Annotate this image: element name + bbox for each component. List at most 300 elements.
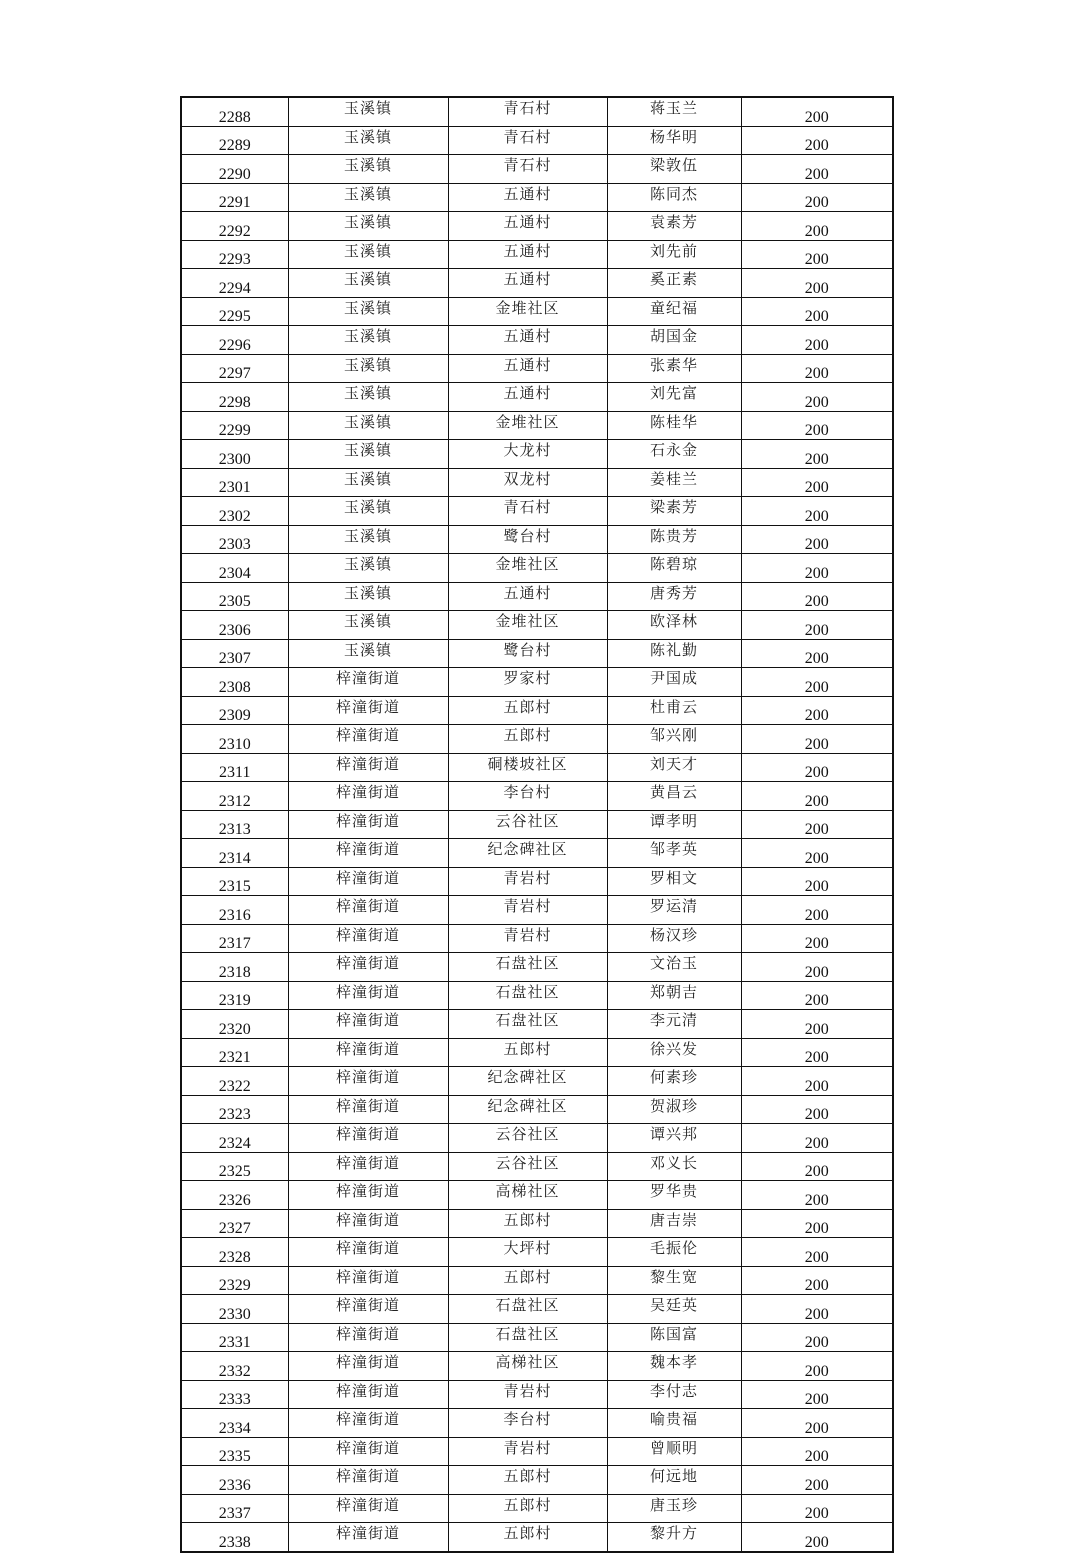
person-name-cell: 文治玉 — [607, 953, 741, 982]
village-cell: 李台村 — [448, 1409, 607, 1438]
row-number-cell: 2291 — [181, 183, 288, 212]
table-row — [181, 1380, 893, 1409]
person-name-cell: 罗华贵 — [607, 1181, 741, 1210]
town-cell: 玉溪镇 — [288, 383, 448, 412]
town-cell: 梓潼街道 — [288, 896, 448, 925]
amount-cell: 200 — [741, 525, 893, 554]
row-number-cell: 2288 — [181, 97, 288, 126]
person-name-cell: 魏本孝 — [607, 1352, 741, 1381]
town-cell: 梓潼街道 — [288, 725, 448, 754]
village-cell: 金堆社区 — [448, 554, 607, 583]
table-row — [181, 525, 893, 554]
amount-cell: 200 — [741, 97, 893, 126]
row-number-cell: 2303 — [181, 525, 288, 554]
village-cell: 五通村 — [448, 269, 607, 298]
town-cell: 梓潼街道 — [288, 839, 448, 868]
amount-cell: 200 — [741, 1209, 893, 1238]
person-name-cell: 姜桂兰 — [607, 468, 741, 497]
row-number-cell: 2323 — [181, 1095, 288, 1124]
amount-cell: 200 — [741, 725, 893, 754]
table-row — [181, 1067, 893, 1096]
row-number-cell: 2295 — [181, 297, 288, 326]
amount-cell: 200 — [741, 896, 893, 925]
village-cell: 青石村 — [448, 126, 607, 155]
village-cell: 五郎村 — [448, 725, 607, 754]
village-cell: 青岩村 — [448, 896, 607, 925]
amount-cell: 200 — [741, 383, 893, 412]
town-cell: 玉溪镇 — [288, 183, 448, 212]
amount-cell: 200 — [741, 440, 893, 469]
person-name-cell: 杨华明 — [607, 126, 741, 155]
table-row — [181, 1523, 893, 1552]
amount-cell: 200 — [741, 1238, 893, 1267]
amount-cell: 200 — [741, 1380, 893, 1409]
table-row — [181, 1266, 893, 1295]
row-number-cell: 2327 — [181, 1209, 288, 1238]
village-cell: 五郎村 — [448, 696, 607, 725]
amount-cell: 200 — [741, 1124, 893, 1153]
person-name-cell: 喻贵福 — [607, 1409, 741, 1438]
person-name-cell: 黎生宽 — [607, 1266, 741, 1295]
town-cell: 玉溪镇 — [288, 468, 448, 497]
village-cell: 青岩村 — [448, 1380, 607, 1409]
row-number-cell: 2325 — [181, 1152, 288, 1181]
village-cell: 石盘社区 — [448, 981, 607, 1010]
table-row — [181, 1124, 893, 1153]
row-number-cell: 2321 — [181, 1038, 288, 1067]
row-number-cell: 2326 — [181, 1181, 288, 1210]
village-cell: 五郎村 — [448, 1266, 607, 1295]
town-cell: 梓潼街道 — [288, 1380, 448, 1409]
town-cell: 梓潼街道 — [288, 1352, 448, 1381]
town-cell: 梓潼街道 — [288, 1067, 448, 1096]
amount-cell: 200 — [741, 1323, 893, 1352]
amount-cell: 200 — [741, 668, 893, 697]
amount-cell: 200 — [741, 981, 893, 1010]
village-cell: 五通村 — [448, 212, 607, 241]
table-row — [181, 440, 893, 469]
table-row — [181, 810, 893, 839]
town-cell: 梓潼街道 — [288, 1152, 448, 1181]
roster-table-body — [181, 97, 893, 1552]
person-name-cell: 罗运清 — [607, 896, 741, 925]
village-cell: 五通村 — [448, 582, 607, 611]
table-row — [181, 354, 893, 383]
person-name-cell: 李元清 — [607, 1010, 741, 1039]
person-name-cell: 李付志 — [607, 1380, 741, 1409]
amount-cell: 200 — [741, 354, 893, 383]
amount-cell: 200 — [741, 1523, 893, 1552]
village-cell: 纪念碑社区 — [448, 1095, 607, 1124]
table-row — [181, 212, 893, 241]
town-cell: 梓潼街道 — [288, 1010, 448, 1039]
town-cell: 梓潼街道 — [288, 867, 448, 896]
village-cell: 鹭台村 — [448, 525, 607, 554]
row-number-cell: 2333 — [181, 1380, 288, 1409]
town-cell: 梓潼街道 — [288, 981, 448, 1010]
town-cell: 玉溪镇 — [288, 582, 448, 611]
row-number-cell: 2302 — [181, 497, 288, 526]
row-number-cell: 2322 — [181, 1067, 288, 1096]
person-name-cell: 谭孝明 — [607, 810, 741, 839]
amount-cell: 200 — [741, 1437, 893, 1466]
amount-cell: 200 — [741, 554, 893, 583]
table-row — [181, 611, 893, 640]
village-cell: 石盘社区 — [448, 1323, 607, 1352]
town-cell: 梓潼街道 — [288, 1181, 448, 1210]
town-cell: 玉溪镇 — [288, 354, 448, 383]
table-row — [181, 1181, 893, 1210]
table-row — [181, 981, 893, 1010]
person-name-cell: 梁素芳 — [607, 497, 741, 526]
amount-cell: 200 — [741, 1067, 893, 1096]
person-name-cell: 陈同杰 — [607, 183, 741, 212]
row-number-cell: 2309 — [181, 696, 288, 725]
row-number-cell: 2338 — [181, 1523, 288, 1552]
person-name-cell: 唐吉崇 — [607, 1209, 741, 1238]
village-cell: 鹭台村 — [448, 639, 607, 668]
village-cell: 青石村 — [448, 497, 607, 526]
village-cell: 石盘社区 — [448, 1010, 607, 1039]
row-number-cell: 2310 — [181, 725, 288, 754]
person-name-cell: 罗相文 — [607, 867, 741, 896]
row-number-cell: 2320 — [181, 1010, 288, 1039]
amount-cell: 200 — [741, 582, 893, 611]
row-number-cell: 2337 — [181, 1494, 288, 1523]
town-cell: 梓潼街道 — [288, 1209, 448, 1238]
town-cell: 玉溪镇 — [288, 269, 448, 298]
town-cell: 梓潼街道 — [288, 782, 448, 811]
table-row — [181, 725, 893, 754]
table-row — [181, 554, 893, 583]
village-cell: 高梯社区 — [448, 1352, 607, 1381]
person-name-cell: 唐秀芳 — [607, 582, 741, 611]
row-number-cell: 2296 — [181, 326, 288, 355]
person-name-cell: 郑朝吉 — [607, 981, 741, 1010]
table-row — [181, 896, 893, 925]
town-cell: 梓潼街道 — [288, 696, 448, 725]
town-cell: 玉溪镇 — [288, 326, 448, 355]
village-cell: 青岩村 — [448, 867, 607, 896]
row-number-cell: 2336 — [181, 1466, 288, 1495]
person-name-cell: 童纪福 — [607, 297, 741, 326]
table-row — [181, 326, 893, 355]
village-cell: 硐楼坡社区 — [448, 753, 607, 782]
row-number-cell: 2305 — [181, 582, 288, 611]
table-row — [181, 1209, 893, 1238]
amount-cell: 200 — [741, 924, 893, 953]
person-name-cell: 石永金 — [607, 440, 741, 469]
amount-cell: 200 — [741, 1466, 893, 1495]
town-cell: 玉溪镇 — [288, 497, 448, 526]
amount-cell: 200 — [741, 639, 893, 668]
row-number-cell: 2315 — [181, 867, 288, 896]
row-number-cell: 2318 — [181, 953, 288, 982]
row-number-cell: 2292 — [181, 212, 288, 241]
town-cell: 梓潼街道 — [288, 1523, 448, 1552]
amount-cell: 200 — [741, 1010, 893, 1039]
person-name-cell: 何素珍 — [607, 1067, 741, 1096]
amount-cell: 200 — [741, 155, 893, 184]
amount-cell: 200 — [741, 183, 893, 212]
amount-cell: 200 — [741, 212, 893, 241]
amount-cell: 200 — [741, 867, 893, 896]
row-number-cell: 2300 — [181, 440, 288, 469]
table-row — [181, 1466, 893, 1495]
row-number-cell: 2308 — [181, 668, 288, 697]
amount-cell: 200 — [741, 839, 893, 868]
table-row — [181, 1295, 893, 1324]
village-cell: 石盘社区 — [448, 953, 607, 982]
village-cell: 青岩村 — [448, 924, 607, 953]
village-cell: 高梯社区 — [448, 1181, 607, 1210]
row-number-cell: 2307 — [181, 639, 288, 668]
amount-cell: 200 — [741, 468, 893, 497]
village-cell: 纪念碑社区 — [448, 1067, 607, 1096]
table-row — [181, 497, 893, 526]
table-row — [181, 867, 893, 896]
table-row — [181, 753, 893, 782]
town-cell: 梓潼街道 — [288, 1038, 448, 1067]
row-number-cell: 2314 — [181, 839, 288, 868]
town-cell: 梓潼街道 — [288, 1437, 448, 1466]
town-cell: 玉溪镇 — [288, 639, 448, 668]
person-name-cell: 吴廷英 — [607, 1295, 741, 1324]
village-cell: 青岩村 — [448, 1437, 607, 1466]
table-row — [181, 411, 893, 440]
person-name-cell: 邹孝英 — [607, 839, 741, 868]
person-name-cell: 张素华 — [607, 354, 741, 383]
row-number-cell: 2299 — [181, 411, 288, 440]
table-row — [181, 383, 893, 412]
table-row — [181, 1095, 893, 1124]
table-row — [181, 696, 893, 725]
person-name-cell: 蒋玉兰 — [607, 97, 741, 126]
town-cell: 梓潼街道 — [288, 1295, 448, 1324]
person-name-cell: 贺淑珍 — [607, 1095, 741, 1124]
row-number-cell: 2301 — [181, 468, 288, 497]
village-cell: 五通村 — [448, 183, 607, 212]
table-row — [181, 468, 893, 497]
town-cell: 梓潼街道 — [288, 1095, 448, 1124]
town-cell: 玉溪镇 — [288, 297, 448, 326]
town-cell: 玉溪镇 — [288, 155, 448, 184]
village-cell: 五通村 — [448, 383, 607, 412]
person-name-cell: 陈碧琼 — [607, 554, 741, 583]
town-cell: 玉溪镇 — [288, 126, 448, 155]
amount-cell: 200 — [741, 269, 893, 298]
roster-table — [180, 96, 894, 1553]
amount-cell: 200 — [741, 1494, 893, 1523]
table-row — [181, 953, 893, 982]
row-number-cell: 2328 — [181, 1238, 288, 1267]
person-name-cell: 奚正素 — [607, 269, 741, 298]
amount-cell: 200 — [741, 696, 893, 725]
row-number-cell: 2298 — [181, 383, 288, 412]
village-cell: 五郎村 — [448, 1038, 607, 1067]
town-cell: 梓潼街道 — [288, 1494, 448, 1523]
village-cell: 大坪村 — [448, 1238, 607, 1267]
person-name-cell: 陈桂华 — [607, 411, 741, 440]
person-name-cell: 陈贵芳 — [607, 525, 741, 554]
village-cell: 罗家村 — [448, 668, 607, 697]
table-row — [181, 1437, 893, 1466]
person-name-cell: 刘先前 — [607, 240, 741, 269]
person-name-cell: 谭兴邦 — [607, 1124, 741, 1153]
person-name-cell: 陈国富 — [607, 1323, 741, 1352]
town-cell: 梓潼街道 — [288, 1466, 448, 1495]
table-row — [181, 924, 893, 953]
town-cell: 梓潼街道 — [288, 1323, 448, 1352]
village-cell: 五郎村 — [448, 1523, 607, 1552]
amount-cell: 200 — [741, 411, 893, 440]
person-name-cell: 尹国成 — [607, 668, 741, 697]
amount-cell: 200 — [741, 1095, 893, 1124]
town-cell: 玉溪镇 — [288, 554, 448, 583]
row-number-cell: 2317 — [181, 924, 288, 953]
row-number-cell: 2334 — [181, 1409, 288, 1438]
table-row — [181, 97, 893, 126]
row-number-cell: 2297 — [181, 354, 288, 383]
table-row — [181, 1409, 893, 1438]
table-row — [181, 1323, 893, 1352]
row-number-cell: 2312 — [181, 782, 288, 811]
row-number-cell: 2330 — [181, 1295, 288, 1324]
village-cell: 金堆社区 — [448, 411, 607, 440]
village-cell: 双龙村 — [448, 468, 607, 497]
person-name-cell: 黎升方 — [607, 1523, 741, 1552]
village-cell: 青石村 — [448, 97, 607, 126]
table-row — [181, 639, 893, 668]
town-cell: 梓潼街道 — [288, 810, 448, 839]
table-row — [181, 668, 893, 697]
amount-cell: 200 — [741, 1295, 893, 1324]
amount-cell: 200 — [741, 240, 893, 269]
row-number-cell: 2289 — [181, 126, 288, 155]
table-row — [181, 126, 893, 155]
amount-cell: 200 — [741, 297, 893, 326]
person-name-cell: 杜甫云 — [607, 696, 741, 725]
table-row — [181, 582, 893, 611]
person-name-cell: 唐玉珍 — [607, 1494, 741, 1523]
person-name-cell: 欧泽林 — [607, 611, 741, 640]
town-cell: 玉溪镇 — [288, 240, 448, 269]
town-cell: 梓潼街道 — [288, 953, 448, 982]
town-cell: 玉溪镇 — [288, 611, 448, 640]
table-row — [181, 183, 893, 212]
table-row — [181, 1494, 893, 1523]
row-number-cell: 2324 — [181, 1124, 288, 1153]
row-number-cell: 2313 — [181, 810, 288, 839]
village-cell: 五通村 — [448, 354, 607, 383]
village-cell: 云谷社区 — [448, 810, 607, 839]
row-number-cell: 2293 — [181, 240, 288, 269]
row-number-cell: 2332 — [181, 1352, 288, 1381]
row-number-cell: 2290 — [181, 155, 288, 184]
village-cell: 五通村 — [448, 240, 607, 269]
amount-cell: 200 — [741, 810, 893, 839]
person-name-cell: 杨汉珍 — [607, 924, 741, 953]
table-row — [181, 782, 893, 811]
row-number-cell: 2304 — [181, 554, 288, 583]
person-name-cell: 曾顺明 — [607, 1437, 741, 1466]
village-cell: 金堆社区 — [448, 611, 607, 640]
town-cell: 梓潼街道 — [288, 1124, 448, 1153]
amount-cell: 200 — [741, 953, 893, 982]
person-name-cell: 陈礼勤 — [607, 639, 741, 668]
town-cell: 梓潼街道 — [288, 1238, 448, 1267]
amount-cell: 200 — [741, 126, 893, 155]
person-name-cell: 邓义长 — [607, 1152, 741, 1181]
amount-cell: 200 — [741, 1152, 893, 1181]
table-row — [181, 297, 893, 326]
amount-cell: 200 — [741, 497, 893, 526]
village-cell: 石盘社区 — [448, 1295, 607, 1324]
amount-cell: 200 — [741, 753, 893, 782]
table-row — [181, 1238, 893, 1267]
town-cell: 梓潼街道 — [288, 753, 448, 782]
row-number-cell: 2319 — [181, 981, 288, 1010]
town-cell: 玉溪镇 — [288, 440, 448, 469]
village-cell: 李台村 — [448, 782, 607, 811]
town-cell: 梓潼街道 — [288, 924, 448, 953]
town-cell: 梓潼街道 — [288, 1266, 448, 1295]
amount-cell: 200 — [741, 782, 893, 811]
person-name-cell: 徐兴发 — [607, 1038, 741, 1067]
row-number-cell: 2335 — [181, 1437, 288, 1466]
town-cell: 玉溪镇 — [288, 97, 448, 126]
village-cell: 金堆社区 — [448, 297, 607, 326]
person-name-cell: 何远地 — [607, 1466, 741, 1495]
amount-cell: 200 — [741, 326, 893, 355]
town-cell: 梓潼街道 — [288, 1409, 448, 1438]
village-cell: 纪念碑社区 — [448, 839, 607, 868]
town-cell: 玉溪镇 — [288, 411, 448, 440]
amount-cell: 200 — [741, 1181, 893, 1210]
person-name-cell: 梁敦伍 — [607, 155, 741, 184]
person-name-cell: 邹兴刚 — [607, 725, 741, 754]
person-name-cell: 胡国金 — [607, 326, 741, 355]
table-row — [181, 240, 893, 269]
row-number-cell: 2294 — [181, 269, 288, 298]
row-number-cell: 2311 — [181, 753, 288, 782]
row-number-cell: 2329 — [181, 1266, 288, 1295]
town-cell: 玉溪镇 — [288, 525, 448, 554]
row-number-cell: 2306 — [181, 611, 288, 640]
village-cell: 五郎村 — [448, 1466, 607, 1495]
town-cell: 玉溪镇 — [288, 212, 448, 241]
village-cell: 云谷社区 — [448, 1124, 607, 1153]
amount-cell: 200 — [741, 1038, 893, 1067]
row-number-cell: 2331 — [181, 1323, 288, 1352]
table-row — [181, 1010, 893, 1039]
village-cell: 五郎村 — [448, 1494, 607, 1523]
row-number-cell: 2316 — [181, 896, 288, 925]
village-cell: 青石村 — [448, 155, 607, 184]
table-row — [181, 1152, 893, 1181]
table-row — [181, 155, 893, 184]
village-cell: 五通村 — [448, 326, 607, 355]
table-row — [181, 1352, 893, 1381]
amount-cell: 200 — [741, 611, 893, 640]
person-name-cell: 黄昌云 — [607, 782, 741, 811]
person-name-cell: 毛振伦 — [607, 1238, 741, 1267]
person-name-cell: 刘天才 — [607, 753, 741, 782]
person-name-cell: 袁素芳 — [607, 212, 741, 241]
village-cell: 云谷社区 — [448, 1152, 607, 1181]
village-cell: 五郎村 — [448, 1209, 607, 1238]
table-row — [181, 1038, 893, 1067]
